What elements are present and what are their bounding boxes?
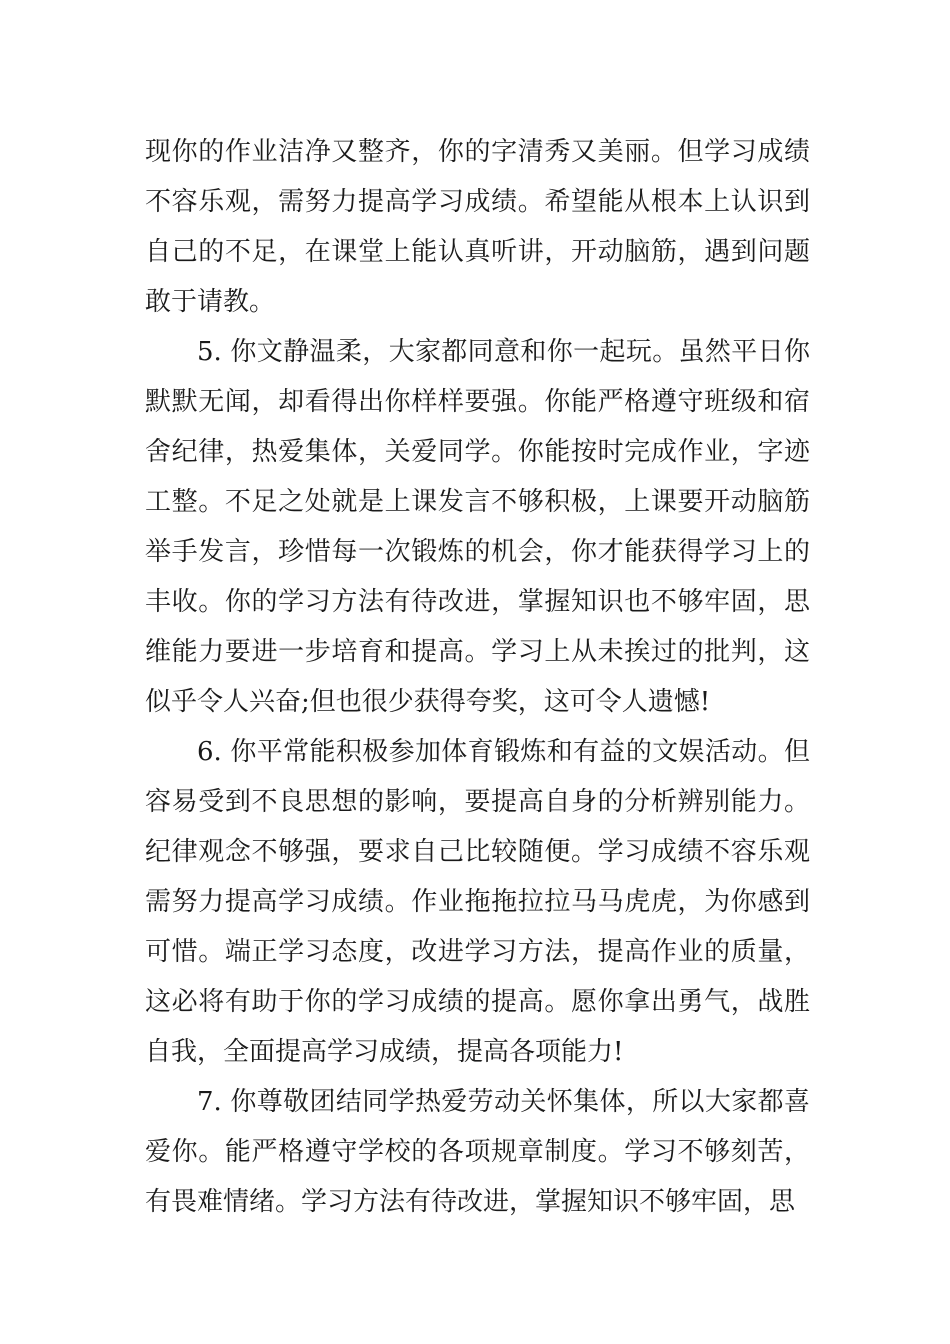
paragraph-item-7: 7. 你尊敬团结同学热爱劳动关怀集体，所以大家都喜爱你。能严格遵守学校的各项规章制度。学习不够刻苦，有畏难情绪。学习方法有待改进，掌握知识不够牢固，思: [145, 1087, 810, 1217]
paragraph-continuation: 现你的作业洁净又整齐，你的字清秀又美丽。但学习成绩不容乐观，需努力提高学习成绩。希望能从根本上认识到自己的不足，在课堂上能认真听讲，开动脑筋，遇到问题敢于请教。: [145, 137, 810, 317]
paragraph-item-5: 5. 你文静温柔，大家都同意和你一起玩。虽然平日你默默无闻，却看得出你样样要强。你能严格遵守班级和宿舍纪律，热爱集体，关爱同学。你能按时完成作业，字迹工整。不足之处就是上课发言不够积极，上课要开动脑筋举手发言，珍惜每一次锻炼的机会，你才能获得学习上的丰收。你的学习方法有待改进，掌握知识也不够牢固，思维能力要进一步培育和提高。学习上从未挨过的批判，这似乎令人兴奋;但也很少获得夸奖，这可令人遗憾!: [145, 337, 810, 717]
paragraph-item-6: 6. 你平常能积极参加体育锻炼和有益的文娱活动。但容易受到不良思想的影响，要提高自身的分析辨别能力。纪律观念不够强，要求自己比较随便。学习成绩不容乐观需努力提高学习成绩。作业拖拖拉拉马马虎虎，为你感到可惜。端正学习态度，改进学习方法，提高作业的质量，这必将有助于你的学习成绩的提高。愿你拿出勇气，战胜自我，全面提高学习成绩，提高各项能力!: [145, 737, 810, 1067]
document-body: [145, 127, 810, 1227]
